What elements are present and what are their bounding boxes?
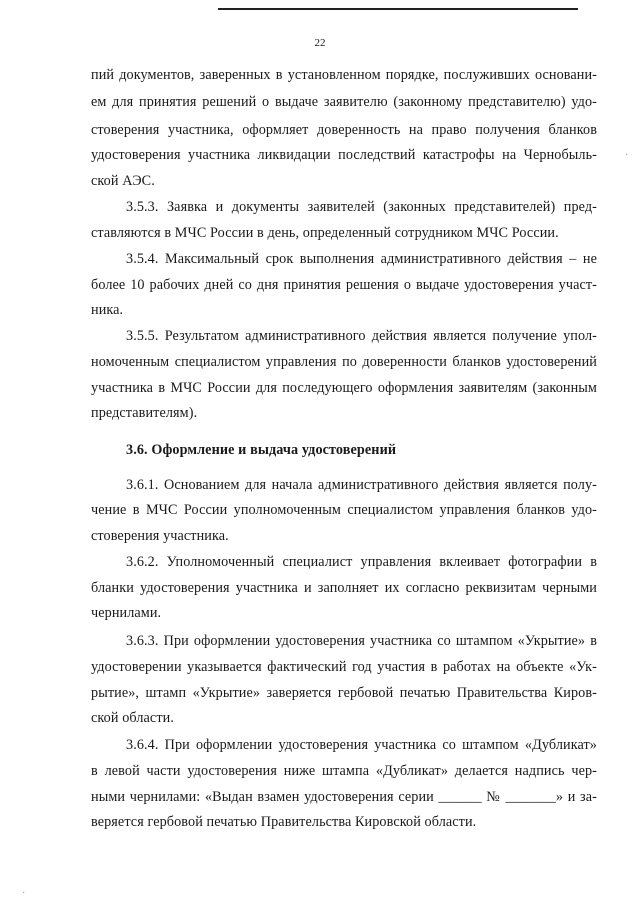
text-line: чение в МЧС России уполномоченным специалистом управления бланков удо-	[91, 502, 597, 518]
text-line: ской АЭС.	[91, 173, 155, 189]
text-line: ника.	[91, 302, 124, 318]
scan-dot: ·	[22, 888, 26, 899]
text-line: чернилами.	[91, 605, 162, 621]
text-line: ставляются в МЧС России в день, определенный сотрудником МЧС России.	[91, 225, 559, 241]
text-line: рытие», штамп «Укрытие» заверяется гербовой печатью Правительства Киров-	[91, 685, 597, 701]
scan-dot: ·	[625, 150, 629, 161]
text-line: ем для принятия решений о выдаче заявителю (законному представителю) удо-	[91, 94, 597, 110]
text-line: 3.5.3. Заявка и документы заявителей (законных представителей) пред-	[126, 199, 597, 215]
text-line: в левой части удостоверения ниже штампа «Дубликат» делается надпись чер-	[91, 763, 597, 779]
text-line: номоченным специалистом управления по доверенности бланков удостоверений	[91, 354, 597, 370]
text-line: ской области.	[91, 710, 174, 726]
text-line: 3.6.4. При оформлении удостоверения участника со штампом «Дубликат»	[126, 737, 597, 753]
text-line: бланки удостоверения участника и заполняет их согласно реквизитам черными	[91, 580, 597, 596]
text-line: 3.5.5. Результатом административного действия является получение упол-	[126, 328, 597, 344]
text-line: стоверения участника, оформляет доверенность на право получения бланков	[91, 122, 597, 138]
text-line: 3.5.4. Максимальный срок выполнения административного действия – не	[126, 251, 597, 267]
text-line: удостоверения участника ликвидации последствий катастрофы на Чернобыль-	[91, 147, 597, 163]
text-line: пий документов, заверенных в установленном порядке, послуживших основани-	[91, 67, 597, 83]
text-line: ными чернилами: «Выдан взамен удостоверения серии ______ № _______» и за-	[91, 789, 597, 805]
page-number: 22	[314, 37, 326, 49]
text-line: 3.6.3. При оформлении удостоверения участника со штампом «Укрытие» в	[126, 633, 597, 649]
text-line: 3.6.1. Основанием для начала административного действия является полу-	[126, 477, 597, 493]
text-line: веряется гербовой печатью Правительства Кировской области.	[91, 814, 477, 830]
section-heading: 3.6. Оформление и выдача удостоверений	[126, 442, 397, 458]
text-line: стоверения участника.	[91, 528, 229, 544]
text-line: представителям).	[91, 405, 198, 421]
text-line: 3.6.2. Уполномоченный специалист управления вклеивает фотографии в	[126, 554, 597, 570]
text-line: участника в МЧС России для последующего оформления заявителям (законным	[91, 380, 597, 396]
text-line: более 10 рабочих дней со дня принятия решения о выдаче удостоверения участ-	[91, 277, 597, 293]
top-rule	[218, 8, 578, 10]
text-line: удостоверении указывается фактический год участия в работах на объекте «Ук-	[91, 659, 597, 675]
